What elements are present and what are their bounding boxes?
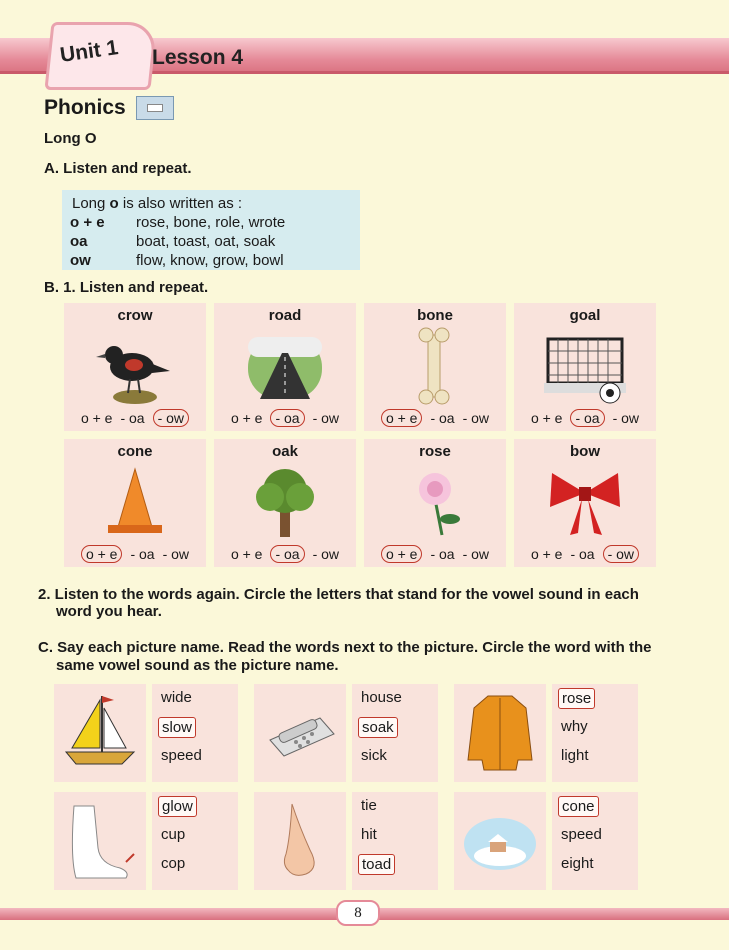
word-choice[interactable]: wide <box>161 689 192 706</box>
cd-audio-icon[interactable] <box>136 96 174 120</box>
oak-tree-icon <box>240 463 330 541</box>
section-b-heading: B. 1. Listen and repeat. <box>44 279 209 296</box>
spelling-option[interactable]: - oa <box>120 410 145 426</box>
unit-label: Unit 1 <box>58 36 120 67</box>
vocab-card-goal <box>514 303 656 431</box>
nose-icon <box>260 798 340 884</box>
picture-box <box>454 684 546 782</box>
spelling-option[interactable]: - oa <box>570 409 604 427</box>
word-choice[interactable]: rose <box>558 688 595 709</box>
info-row <box>70 232 352 251</box>
word-choices <box>552 792 638 890</box>
info-row <box>70 213 352 232</box>
info-key: ow <box>70 252 91 269</box>
info-intro-text: Long <box>72 195 110 212</box>
spelling-option[interactable]: o + e <box>230 410 263 426</box>
telephone-icon <box>260 690 340 776</box>
bone-icon <box>390 327 480 405</box>
info-key: oa <box>70 233 88 250</box>
vocab-card-bone <box>364 303 506 431</box>
spelling-option[interactable]: - ow <box>462 410 490 426</box>
vocab-card-rose <box>364 439 506 567</box>
word-choice[interactable]: eight <box>561 855 594 872</box>
spelling-options <box>214 409 356 427</box>
lesson-label: Lesson 4 <box>152 46 244 69</box>
spelling-option[interactable]: - oa <box>430 546 455 562</box>
page-footer <box>0 900 729 922</box>
bow-icon <box>540 463 630 541</box>
info-value: boat, toast, oat, soak <box>136 233 276 250</box>
spelling-option[interactable]: - ow <box>603 545 639 563</box>
spelling-option[interactable]: - oa <box>570 546 595 562</box>
cone-icon <box>90 463 180 541</box>
vocab-card-road <box>214 303 356 431</box>
card-word: bone <box>417 307 453 324</box>
spelling-options <box>214 545 356 563</box>
card-word: crow <box>117 307 153 324</box>
road-icon <box>240 327 330 405</box>
section-c-heading-line2: same vowel sound as the picture name. <box>56 657 339 674</box>
card-word: cone <box>117 443 153 460</box>
word-choices <box>152 792 238 890</box>
section-c-heading: C. Say each picture name. Read the words next to the picture. Circle the word with the <box>38 639 652 656</box>
info-value: rose, bone, role, wrote <box>136 214 286 231</box>
word-choice[interactable]: cop <box>161 855 186 872</box>
spelling-option[interactable]: o + e <box>81 545 123 563</box>
spelling-option[interactable]: o + e <box>230 546 263 562</box>
page-title: Phonics <box>44 96 126 119</box>
word-choice[interactable]: speed <box>161 747 202 764</box>
spelling-option[interactable]: - oa <box>270 545 304 563</box>
word-choice[interactable]: speed <box>561 826 602 843</box>
picture-box <box>254 684 346 782</box>
spelling-options <box>64 409 206 427</box>
spelling-options <box>364 409 506 427</box>
vocab-card-crow <box>64 303 206 431</box>
snow-icon <box>460 798 540 884</box>
rose-icon <box>390 463 480 541</box>
word-choice[interactable]: glow <box>158 796 197 817</box>
word-choice[interactable]: hit <box>361 826 377 843</box>
spelling-option[interactable]: - oa <box>430 410 455 426</box>
word-choices <box>352 684 438 782</box>
spelling-info-box <box>62 190 360 270</box>
card-word: road <box>268 307 302 324</box>
word-choice[interactable]: cup <box>161 826 186 843</box>
spelling-option[interactable]: o + e <box>530 410 563 426</box>
question-2-line1: 2. Listen to the words again. Circle the letters that stand for the vowel sound in each <box>38 586 639 603</box>
spelling-option[interactable]: - ow <box>462 546 490 562</box>
picture-box <box>54 792 146 890</box>
page-number: 8 <box>336 900 380 926</box>
spelling-option[interactable]: o + e <box>80 410 113 426</box>
toe-icon <box>60 798 140 884</box>
spelling-option[interactable]: o + e <box>381 409 423 427</box>
info-row <box>70 251 352 270</box>
picture-box <box>454 792 546 890</box>
vocab-card-oak <box>214 439 356 567</box>
picture-box <box>54 684 146 782</box>
word-choice[interactable]: soak <box>358 717 398 738</box>
spelling-option[interactable]: - oa <box>270 409 304 427</box>
vocab-card-cone <box>64 439 206 567</box>
spelling-options <box>64 545 206 563</box>
word-choice[interactable]: why <box>561 718 588 735</box>
info-value: flow, know, grow, bowl <box>136 252 284 269</box>
info-intro-text-end: is also written as : <box>118 195 243 212</box>
card-word: goal <box>569 307 601 324</box>
spelling-options <box>514 409 656 427</box>
card-word: bow <box>570 443 600 460</box>
card-word: oak <box>272 443 298 460</box>
info-intro <box>70 194 352 213</box>
picture-box <box>254 792 346 890</box>
word-choice[interactable]: toad <box>358 854 395 875</box>
word-choices <box>152 684 238 782</box>
spelling-option[interactable]: - ow <box>162 546 190 562</box>
page-subtitle: Long O <box>44 130 97 147</box>
spelling-option[interactable]: o + e <box>530 546 563 562</box>
word-choice[interactable]: sick <box>361 747 387 764</box>
section-a-heading: A. Listen and repeat. <box>44 160 192 177</box>
info-key: o + e <box>70 214 105 231</box>
goal-icon <box>540 327 630 405</box>
spelling-option[interactable]: - oa <box>130 546 155 562</box>
spelling-option[interactable]: - ow <box>312 546 340 562</box>
spelling-option[interactable]: - ow <box>612 410 640 426</box>
spelling-option[interactable]: o + e <box>381 545 423 563</box>
spelling-options <box>514 545 656 563</box>
coat-icon <box>460 690 540 776</box>
vocab-card-bow <box>514 439 656 567</box>
word-choice[interactable]: house <box>361 689 402 706</box>
word-choices <box>552 684 638 782</box>
word-choice[interactable]: slow <box>158 717 196 738</box>
word-choice[interactable]: tie <box>361 797 377 814</box>
spelling-option[interactable]: - ow <box>153 409 189 427</box>
question-2-line2: word you hear. <box>56 603 162 620</box>
info-intro-letter: o <box>109 195 119 212</box>
sailboat-icon <box>60 690 140 776</box>
spelling-option[interactable]: - ow <box>312 410 340 426</box>
crow-icon <box>90 327 180 405</box>
word-choices <box>352 792 438 890</box>
spelling-options <box>364 545 506 563</box>
word-choice[interactable]: light <box>561 747 589 764</box>
card-word: rose <box>419 443 451 460</box>
word-choice[interactable]: cone <box>558 796 599 817</box>
